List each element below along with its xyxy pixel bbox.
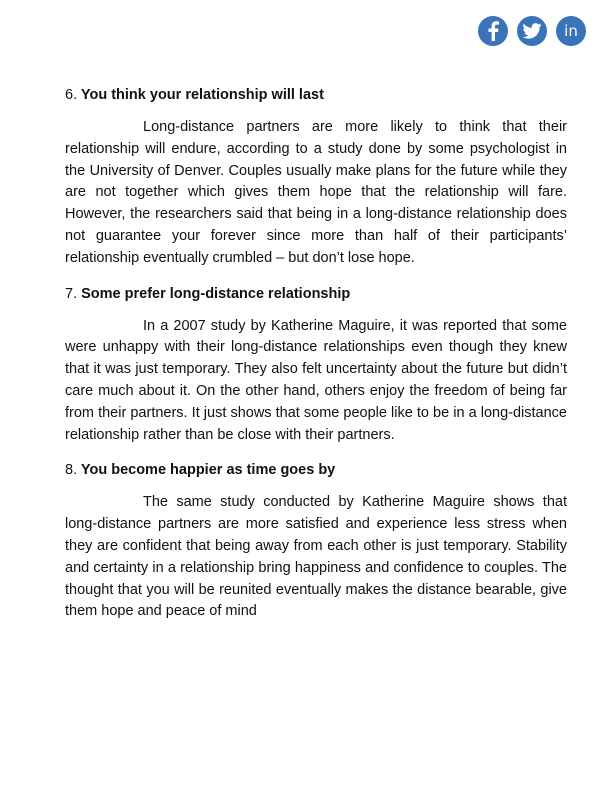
section-6: [65, 84, 567, 270]
twitter-icon[interactable]: [517, 16, 547, 46]
section-7: [65, 283, 567, 447]
linkedin-icon[interactable]: [556, 16, 586, 46]
facebook-icon[interactable]: [478, 16, 508, 46]
section-heading: [65, 84, 567, 106]
section-paragraph: Long-distance partners are more likely to think that their relationship will endure, according to a study done by some psychologist in the University of Denver. Couples usually make plans for the future while they are not together which gives them hope that the relationship will fare. However, the researchers said that being in a long-distance relationship does not guarantee your forever since more than half of their participants’ relationship eventually crumbled – but don’t lose hope.: [65, 119, 567, 266]
section-8: [65, 459, 567, 623]
section-number: 7.: [65, 285, 78, 302]
social-icons: [478, 16, 586, 46]
section-title: Some prefer long-distance relationship: [81, 285, 351, 302]
section-paragraph: The same study conducted by Katherine Maguire shows that long-distance partners are more satisfied and experience less stress when they are confident that being away from each other is just temporary. Stability and certainty in a relationship bring happiness and confidence to couples. The thought that you will be reunited eventually makes the distance bearable, give them hope and peace of mind: [65, 494, 567, 620]
section-title: You think your relationship will last: [80, 87, 324, 103]
document-body: [65, 84, 567, 636]
linkedin-label: in: [564, 21, 578, 40]
section-number: 6.: [65, 87, 78, 103]
section-heading: [65, 283, 567, 305]
section-title: You become happier as time goes by: [80, 462, 336, 479]
section-paragraph: In a 2007 study by Katherine Maguire, it was reported that some were unhappy with their long-distance relationships even though they knew that it was just temporary. They also felt uncertainty about the future but didn’t care much about it. On the other hand, others enjoy the freedom of being far from their partners. It just shows that some people like to be in a long-distance relationship rather than be close with their partners.: [65, 317, 567, 443]
section-heading: [65, 459, 567, 481]
section-number: 8.: [65, 462, 78, 479]
